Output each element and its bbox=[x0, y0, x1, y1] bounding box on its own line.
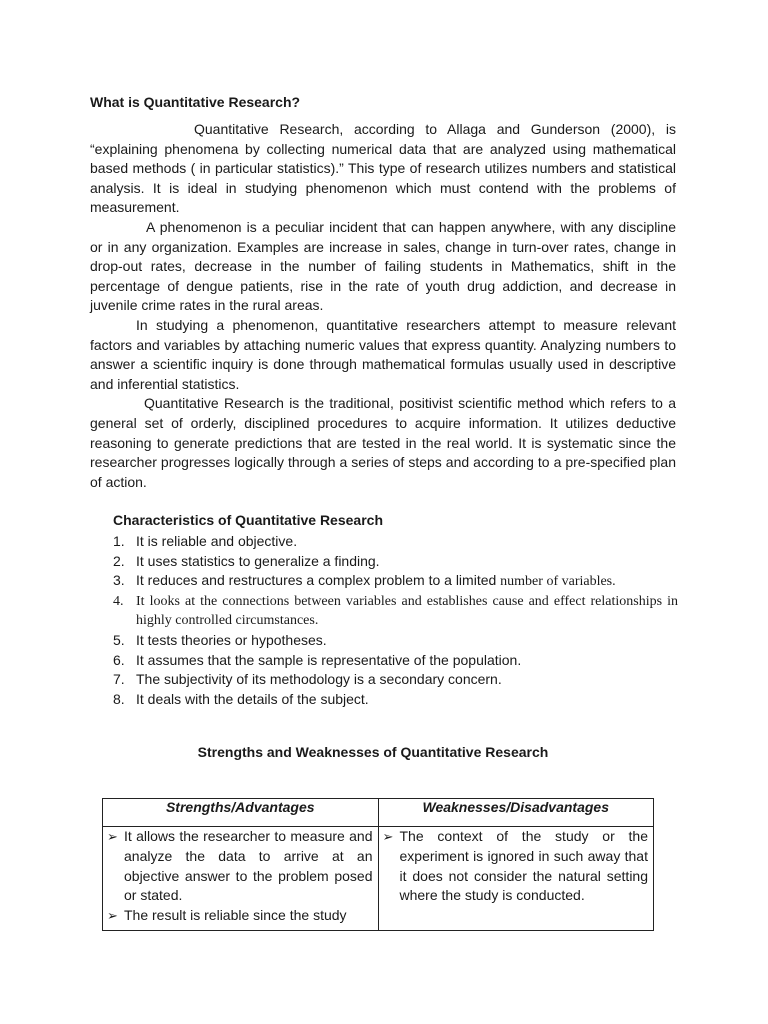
arrow-bullet-icon: ➢ bbox=[382, 829, 394, 844]
strengths-header: Strengths/Advantages bbox=[103, 799, 379, 827]
list-text-part: It reduces and restructures a complex problem to a limited bbox=[136, 572, 501, 589]
bullet-text: The context of the study or the experiment is ignored in such away that it does not consider the natural setting where the study is conducted. bbox=[399, 828, 648, 904]
weaknesses-cell bbox=[378, 827, 654, 931]
list-item bbox=[113, 690, 678, 710]
list-item bbox=[113, 631, 678, 651]
arrow-bullet-icon: ➢ bbox=[107, 908, 118, 924]
list-text: It deals with the details of the subject. bbox=[136, 690, 369, 707]
list-text-part-serif: number of variables. bbox=[500, 574, 616, 590]
page-title: What is Quantitative Research? bbox=[90, 94, 301, 110]
list-text: It assumes that the sample is representative of the population. bbox=[136, 651, 522, 668]
list-item bbox=[113, 532, 678, 552]
characteristics-title: Characteristics of Quantitative Research bbox=[113, 512, 383, 528]
list-text: It tests theories or hypotheses. bbox=[136, 631, 327, 648]
list-item bbox=[113, 592, 678, 631]
list-number: 8. bbox=[113, 690, 125, 707]
list-number: 7. bbox=[113, 671, 125, 688]
list-text: It is reliable and objective. bbox=[136, 533, 298, 549]
list-number: 5. bbox=[113, 631, 125, 648]
list-item bbox=[113, 651, 678, 671]
strengths-weaknesses-title: Strengths and Weaknesses of Quantitative Research bbox=[197, 744, 549, 760]
list-number: 2. bbox=[113, 552, 125, 569]
bullet-item bbox=[107, 906, 373, 926]
weaknesses-header: Weaknesses/Disadvantages bbox=[378, 799, 654, 827]
list-text bbox=[136, 571, 678, 592]
list-item bbox=[113, 670, 678, 690]
arrow-bullet-icon: ➢ bbox=[107, 829, 118, 844]
characteristics-list bbox=[113, 532, 678, 709]
paragraph: Quantitative Research is the traditional, positivist scientific method which refers to a general set of orderly, disciplined procedures to acquire information. It utilizes deductive reasoning to generate predictions that are tested in the real world. It is systematic since the researcher progresses logically through a series of steps and according to a pre-specified plan of action. bbox=[90, 395, 676, 490]
strengths-weaknesses-table bbox=[102, 798, 654, 931]
table-row bbox=[103, 827, 654, 931]
bullet-text: The result is reliable since the study bbox=[124, 907, 347, 924]
table-header-row bbox=[103, 799, 654, 827]
list-text: The subjectivity of its methodology is a secondary concern. bbox=[136, 671, 502, 688]
list-text: It looks at the connections between variables and establishes cause and effect relationships in highly controlled circumstances. bbox=[136, 593, 678, 629]
list-number: 1. bbox=[113, 533, 125, 549]
paragraph: A phenomenon is a peculiar incident that can happen anywhere, with any discipline or in any organization. Examples are increase in sales, change in turn-over rates, change in drop-out rates, decrease in the number of failing students in Mathematics, shift in the percentage of dengue patients, rise in the rate of youth drug addiction, and decrease in juvenile crime rates in the rural areas. bbox=[90, 218, 676, 314]
list-number: 3. bbox=[113, 572, 125, 589]
strengths-cell bbox=[103, 827, 379, 931]
bullet-text: It allows the researcher to measure and analyze the data to arrive at an objective answer to the problem posed or stated. bbox=[124, 828, 373, 904]
body-text bbox=[90, 120, 676, 492]
list-item bbox=[113, 571, 678, 592]
paragraph: Quantitative Research, according to Allaga and Gunderson (2000), is “explaining phenomena by collecting numerical data that are analyzed using mathematical based methods ( in particular statistics).” This type of research utilizes numbers and statistical analysis. It is ideal in studying phenomenon which must contend with the problems of measurement. bbox=[90, 121, 676, 216]
paragraph: In studying a phenomenon, quantitative researchers attempt to measure relevant factors and variables by attaching numeric values that express quantity. Analyzing numbers to answer a scientific inquiry is done through mathematical formulas usually used in descriptive and inferential statistics. bbox=[90, 316, 676, 392]
list-number: 6. bbox=[113, 651, 125, 668]
list-number: 4. bbox=[113, 593, 124, 609]
list-item bbox=[113, 552, 678, 572]
list-text: It uses statistics to generalize a finding. bbox=[136, 552, 380, 569]
bullet-item bbox=[107, 827, 373, 906]
bullet-item bbox=[383, 827, 649, 906]
